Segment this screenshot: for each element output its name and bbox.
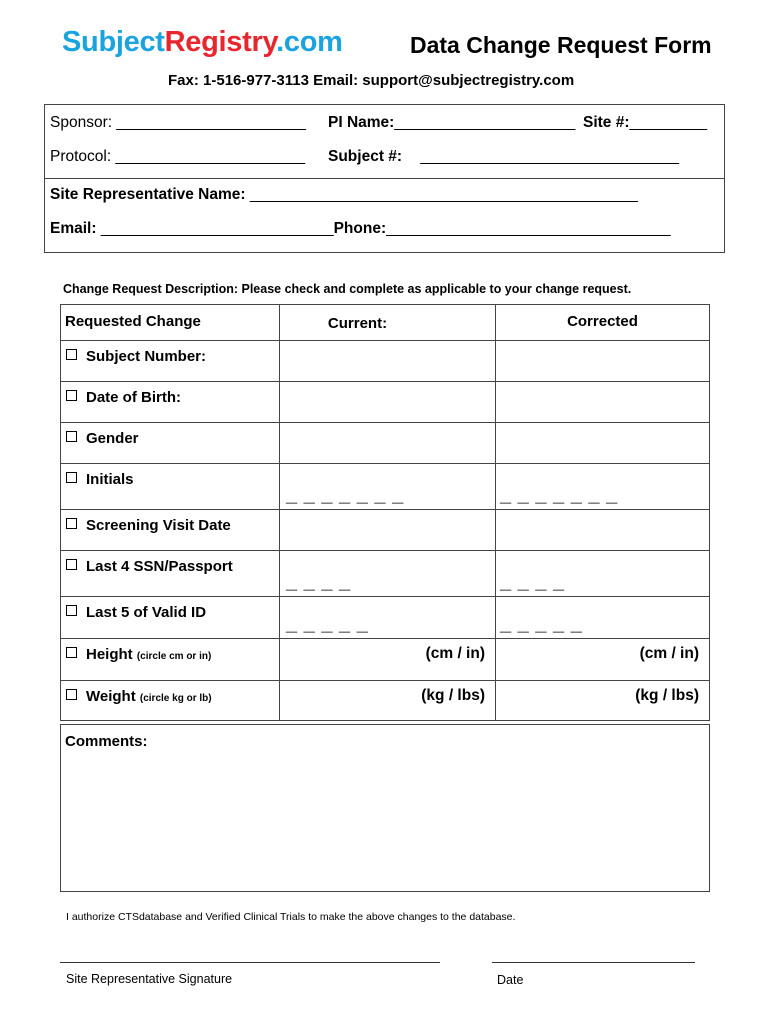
header-corrected: Corrected [567,313,638,330]
date-line[interactable] [492,962,695,963]
row-label: Date of Birth: [86,389,181,406]
logo [62,26,343,59]
checkbox[interactable] [66,605,77,616]
pi-name-field[interactable] [328,114,575,132]
logo-part-subject: Subject [62,26,165,58]
header-requested-change: Requested Change [65,313,201,330]
id-current-mask: _ _ _ _ _ [286,613,369,635]
last-5-valid-id-option[interactable] [61,597,279,621]
email-field[interactable] [50,220,671,238]
subject-number-label: Subject #: [328,148,403,165]
signature-line[interactable] [60,962,440,963]
corrected-value-cell[interactable] [496,510,710,551]
weight-option[interactable] [61,681,279,705]
subject-number-option[interactable] [61,341,279,365]
row-label: Last 5 of Valid ID [86,604,207,621]
weight-corrected-unit[interactable]: (kg / lbs) [635,687,699,704]
protocol-line[interactable]: ______________________ [115,148,306,165]
checkbox[interactable] [66,349,77,360]
current-value-cell[interactable] [280,510,496,551]
row-label: Initials [86,471,134,488]
corrected-value-cell[interactable] [496,423,710,464]
protocol-label: Protocol: [50,148,112,165]
table-row [61,597,710,639]
checkbox[interactable] [66,431,77,442]
checkbox[interactable] [66,559,77,570]
height-corrected-unit[interactable]: (cm / in) [639,645,699,662]
initials-current-mask: _ _ _ _ _ _ _ [286,484,404,506]
site-number-field[interactable] [583,114,707,132]
corrected-value-cell[interactable] [496,551,710,597]
table-row [61,510,710,551]
phone-label: Phone: [333,220,387,237]
header-current: Current: [327,315,388,332]
row-label: Gender [86,430,139,447]
protocol-field[interactable] [50,148,305,166]
rep-name-label: Site Representative Name: [50,186,246,203]
comments-box[interactable] [60,724,710,892]
table-row [61,341,710,382]
height-current-unit[interactable]: (cm / in) [425,645,485,662]
date-of-birth-option[interactable] [61,382,279,406]
ssn-current-mask: _ _ _ _ [286,571,351,593]
current-value-cell[interactable] [280,464,496,510]
pi-name-label: PI Name: [328,114,395,131]
corrected-value-cell[interactable] [496,681,710,721]
row-label: Last 4 SSN/Passport [86,558,233,575]
id-corrected-mask: _ _ _ _ _ [500,613,583,635]
table-row [61,551,710,597]
ssn-corrected-mask: _ _ _ _ [500,571,565,593]
current-value-cell[interactable] [280,423,496,464]
site-number-line[interactable]: _________ [629,114,708,131]
table-row [61,681,710,721]
current-value-cell[interactable] [280,341,496,382]
table-row [61,639,710,681]
rep-name-line[interactable]: _____________________________________________ [249,186,638,203]
screening-visit-date-option[interactable] [61,510,279,534]
corrected-value-cell[interactable] [496,341,710,382]
page-title: Data Change Request Form [410,32,712,58]
sponsor-label: Sponsor: [50,114,113,131]
height-note: (circle cm or in) [136,651,212,662]
gender-option[interactable] [61,423,279,447]
subject-number-field[interactable] [328,148,679,166]
initials-option[interactable] [61,464,279,488]
table-row [61,423,710,464]
corrected-value-cell[interactable] [496,597,710,639]
change-request-table [60,304,710,721]
email-line[interactable]: ___________________________ [100,220,334,237]
table-row [61,464,710,510]
row-label: Screening Visit Date [86,517,231,534]
checkbox[interactable] [66,518,77,529]
current-value-cell[interactable] [280,382,496,423]
email-label: Email: [50,220,97,237]
subject-number-line[interactable]: ______________________________ [420,148,680,165]
row-label: Height [86,646,133,663]
comments-label: Comments: [65,733,148,750]
checkbox[interactable] [66,689,77,700]
current-value-cell[interactable] [280,639,496,681]
pi-name-line[interactable]: _____________________ [394,114,576,131]
checkbox[interactable] [66,472,77,483]
last-4-ssn-option[interactable] [61,551,279,575]
logo-part-registry: Registry [164,26,277,58]
corrected-value-cell[interactable] [496,382,710,423]
checkbox[interactable] [66,390,77,401]
site-number-label: Site #: [583,114,630,131]
weight-note: (circle kg or lb) [139,693,212,704]
signature-label: Site Representative Signature [66,972,233,986]
contact-info: Fax: 1-516-977-3113 Email: support@subjectregistry.com [168,72,575,89]
corrected-value-cell[interactable] [496,464,710,510]
row-label: Subject Number: [86,348,207,365]
sponsor-field[interactable] [50,114,306,132]
change-request-description: Change Request Description: Please check and complete as applicable to your change request. [63,282,632,296]
initials-corrected-mask: _ _ _ _ _ _ _ [500,484,618,506]
table-header-row [61,305,710,341]
current-value-cell[interactable] [280,597,496,639]
corrected-value-cell[interactable] [496,639,710,681]
rep-name-field[interactable] [50,186,638,204]
current-value-cell[interactable] [280,681,496,721]
logo-part-com: .com [276,26,343,58]
row-label: Weight [86,688,136,705]
height-option[interactable] [61,639,279,663]
date-label: Date [497,973,524,987]
weight-current-unit[interactable]: (kg / lbs) [421,687,485,704]
checkbox[interactable] [66,647,77,658]
current-value-cell[interactable] [280,551,496,597]
authorization-statement: I authorize CTSdatabase and Verified Clinical Trials to make the above changes to the database. [66,911,516,923]
table-row [61,382,710,423]
phone-line[interactable]: _________________________________ [386,220,671,237]
sponsor-line[interactable]: ______________________ [116,114,307,131]
